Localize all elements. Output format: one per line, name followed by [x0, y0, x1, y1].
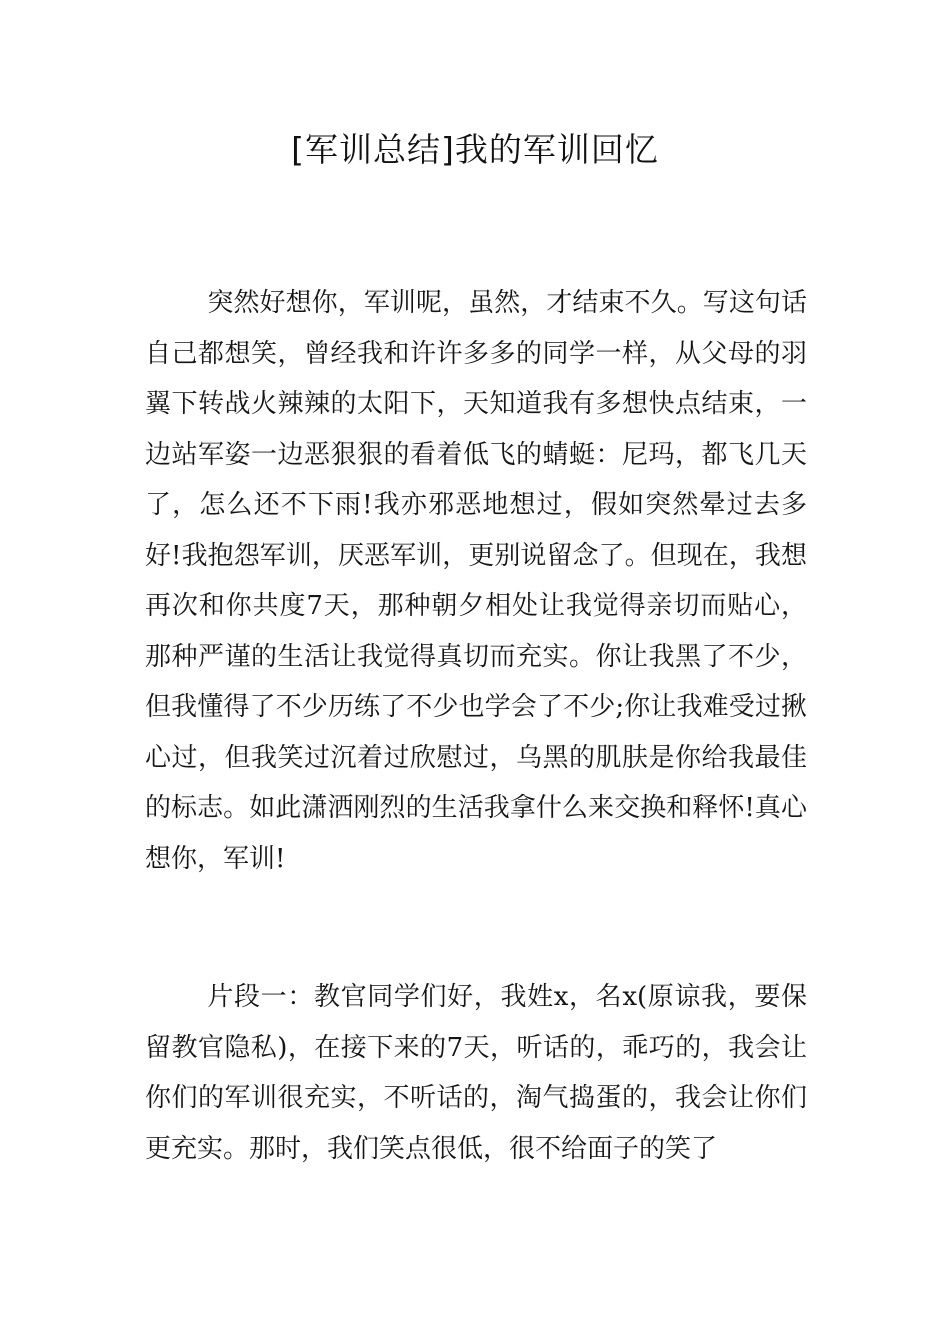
- paragraph-1: 突然好想你，军训呢，虽然，才结束不久。写这句话自己都想笑，曾经我和许许多多的同学一样，从父母的羽翼下转战火辣辣的太阳下，天知道我有多想快点结束，一边站军姿一边恶狠狠的看着低飞的蜻蜓：尼玛，都飞几天了，怎么还不下雨!我亦邪恶地想过，假如突然晕过去多好!我抱怨军训，厌恶军训，更别说留念了。但现在，我想再次和你共度7天，那种朝夕相处让我觉得亲切而贴心，那种严谨的生活让我觉得真切而充实。你让我黑了不少，但我懂得了不少历练了不少也学会了不少;你让我难受过揪心过，但我笑过沉着过欣慰过，乌黑的肌肤是你给我最佳的标志。如此潇洒刚烈的生活我拿什么来交换和释怀!真心想你，军训!: [145, 288, 807, 874]
- document-title: [军训总结]我的军训回忆: [291, 130, 659, 169]
- paragraph-2: 片段一：教官同学们好，我姓x，名x(原谅我，要保留教官隐私)，在接下来的7天，听话的，乖巧的，我会让你们的军训很充实，不听话的，淘气捣蛋的，我会让你们更充实。那时，我们笑点很低，很不给面子的笑了: [145, 982, 807, 1164]
